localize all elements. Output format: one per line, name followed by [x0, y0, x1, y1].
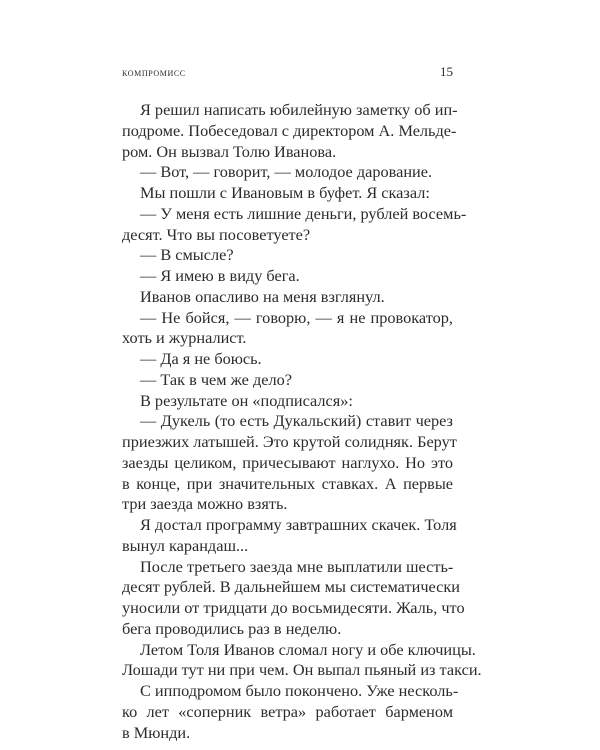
text-line: Я достал программу завтрашних скачек. Толя [140, 515, 457, 534]
text-line: В результате он «подписался»: [140, 390, 353, 410]
text-line: Мы пошли с Ивановым в буфет. Я сказал: [140, 183, 430, 202]
text-line: подроме. Побеседовал с директором А. Мельде- [122, 120, 457, 140]
text-line: в Мюнди. [122, 722, 191, 742]
text-line: приезжих латышей. Это крутой солидняк. Берут [122, 432, 457, 451]
text-line: — Я имею в виду бега. [140, 266, 300, 285]
text-line: три заезда можно взять. [122, 494, 288, 514]
text-line: десят рублей. В дальнейшем мы систематически [122, 577, 460, 597]
text-line: С ипподромом было покончено. Уже несколь- [140, 681, 459, 700]
text-line: Иванов опасливо на меня взглянул. [140, 286, 385, 306]
text-line: Лошади тут ни при чем. Он выпал пьяный из такси. [122, 660, 482, 680]
body-text [122, 100, 482, 743]
page-number: 15 [440, 64, 453, 79]
text-line: — У меня есть лишние деньги, рублей восемь- [140, 203, 467, 223]
text-line: вынул карандаш... [122, 535, 249, 555]
text-line: — Да я не боюсь. [140, 349, 262, 368]
text-line: — Дукель (то есть Дукальский) ставит через [140, 411, 453, 431]
text-line: хоть и журналист. [122, 328, 247, 348]
text-line: — В смысле? [140, 245, 234, 265]
text-line: После третьего заезда мне выплатили шесть- [140, 556, 454, 576]
text-line: — Вот, — говорит, — молодое дарование. [140, 162, 433, 182]
text-line: ром. Он вызвал Толю Иванова. [122, 141, 337, 161]
text-line: Я решил написать юбилейную заметку об ип- [140, 100, 458, 119]
text-line: в конце, при значительных ставках. А первые [122, 473, 453, 493]
text-line: десят. Что вы посоветуете? [122, 224, 311, 244]
running-title: компромисс [122, 67, 186, 79]
text-line: заезды целиком, причесывают наглухо. Но это [122, 452, 453, 472]
text-line: — Так в чем же дело? [140, 369, 292, 389]
text-line: бега проводились раз в неделю. [122, 618, 342, 638]
text-line: ко лет «соперник ветра» работает барменом [122, 701, 453, 721]
text-line: уносили от тридцати до восьмидесяти. Жаль, что [122, 598, 465, 617]
running-header [122, 64, 453, 82]
text-line: — Не бойся, — говорю, — я не провокатор, [140, 307, 453, 327]
text-line: Летом Толя Иванов сломал ногу и обе ключицы. [140, 639, 476, 659]
